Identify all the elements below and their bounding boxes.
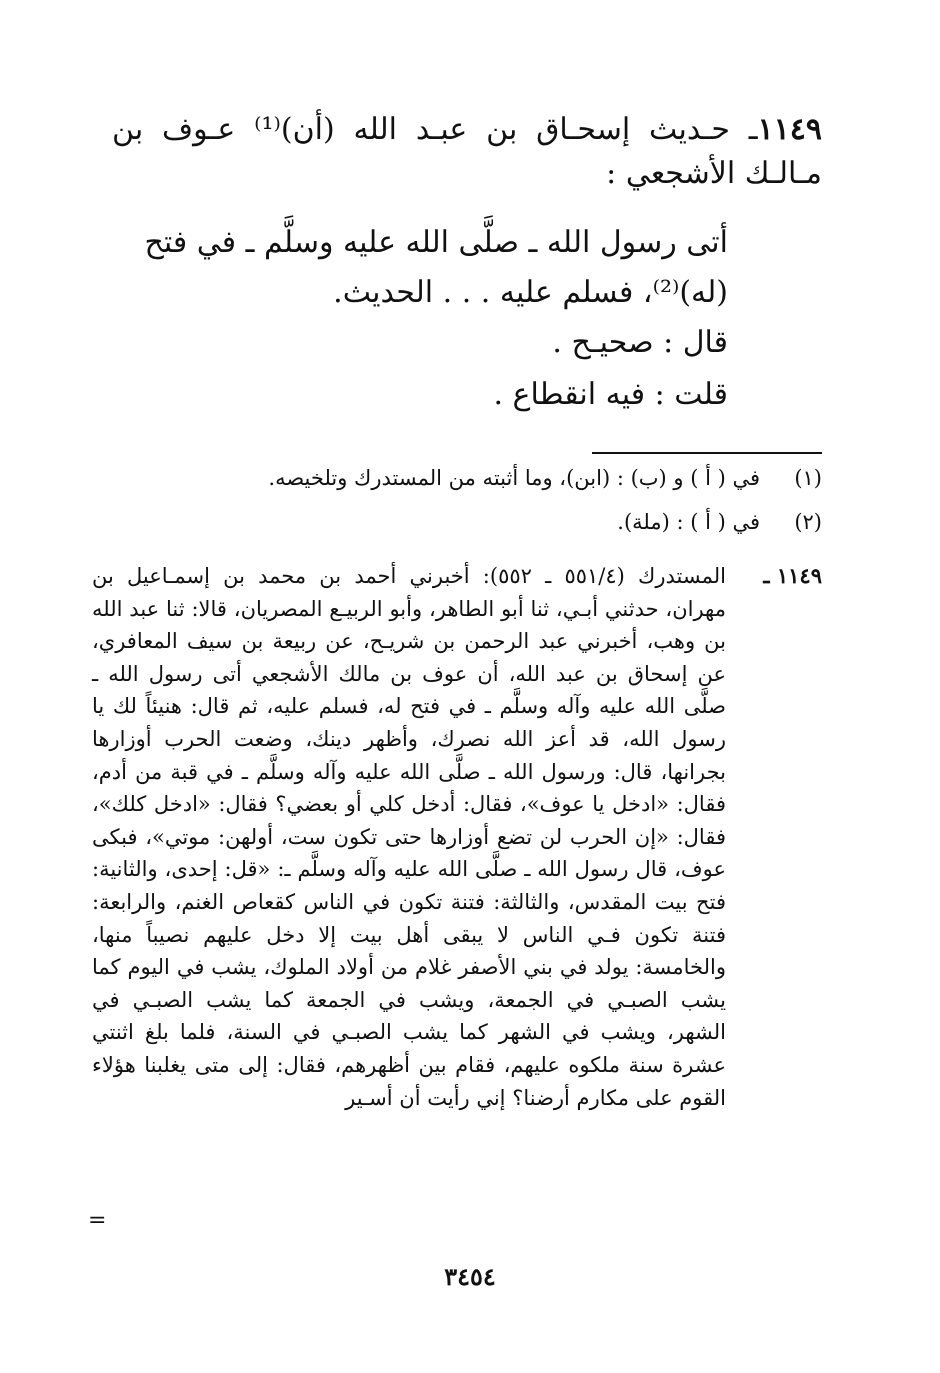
footnote-number: (١) (794, 466, 822, 490)
takhrij-number: ١١٤٩ ـ (763, 563, 822, 588)
footnote-1 (112, 462, 822, 494)
hadith-comment: قلت : فيه انقطاع . (493, 377, 728, 412)
hadith-text: أتى رسول الله ـ صلَّى الله عليه وسلَّم ـ في فتح (له)⁽²⁾، فسلم عليه . . . الحديث. (144, 225, 728, 310)
footnote-text: في ( أ ) : (ملة). (617, 510, 760, 534)
takhrij-section (92, 560, 822, 1114)
hadith-heading (112, 108, 822, 196)
hadith-grading: قال : صحيـح . (552, 325, 728, 360)
page-number: ٣٤٥٤ (444, 1262, 496, 1291)
footnote-divider (592, 452, 822, 454)
footnote-number: (٢) (794, 510, 822, 534)
hadith-number: ١١٤٩ (757, 112, 822, 147)
footnote-2 (112, 506, 822, 538)
takhrij-text: المستدرك (٥٥١/٤ ـ ٥٥٢): أخبرني أحمد بن محمد بن إسمـاعيل بن مهران، حدثني أبـي، ثنا أبو الطاهر، وأبو الربيـع المصريان، قالا: ثنا عبد الله بن وهب، أخبرني عبد الرحمن بن شريـح، عن ربيعة بن سيف المعافري، عن إسحاق بن عبد الله، أن عوف بن مالك الأشجعي أتى رسول الله ـ صلَّى الله عليه وآله وسلَّم ـ في فتح له، فسلم عليه، ثم قال: هنيئاً لك يا رسول الله، قد أعز الله نصرك، وأظهر دينك، وضعت الحرب أوزارها بجرانها، قال: ورسول الله ـ صلَّى الله عليه وآله وسلَّم ـ في قبة من أدم، فقال: «ادخل يا عوف»، فقال: أدخل كلي أو بعضي؟ فقال: «ادخل كلك»، فقال: «إن الحرب لن تضع أوزارها حتى تكون ست، أولهن: موتي»، فبكى عوف، قال رسول الله ـ صلَّى الله عليه وآله وسلَّم ـ: «قل: إحدى، والثانية: فتح بيت المقدس، والثالثة: فتنة تكون في الناس كقعاص الغنم، والرابعة: فتنة تكون فـي الناس لا يبقى أهل بيت إلا دخل عليهم نصيباً منها، والخامسة: يولد في بني الأصفر غلام من أولاد الملوك، يشب في اليوم كما يشب الصبـي في الجمعة، ويشب في الجمعة كما يشب الصبـي في الشهر، ويشب في الشهر كما يشب الصبـي في السنة، فلما بلغ اثنتي عشرة سنة ملكوه عليهم، فقام بين أظهرهم، فقال: إلى متى يغلبنا هؤلاء القوم على مكارم أرضنا؟ إني رأيت أن أسـير (92, 564, 726, 1110)
footnote-text: في ( أ ) و (ب) : (ابن)، وما أثبته من المستدرك وتلخيصه. (268, 466, 760, 490)
continuation-mark: = (88, 1208, 107, 1233)
hadith-title: ـ حـديث إسحـاق بن عبـد الله (أن)⁽¹⁾ عـوف بن مـالـك الأشجعي : (112, 112, 822, 191)
